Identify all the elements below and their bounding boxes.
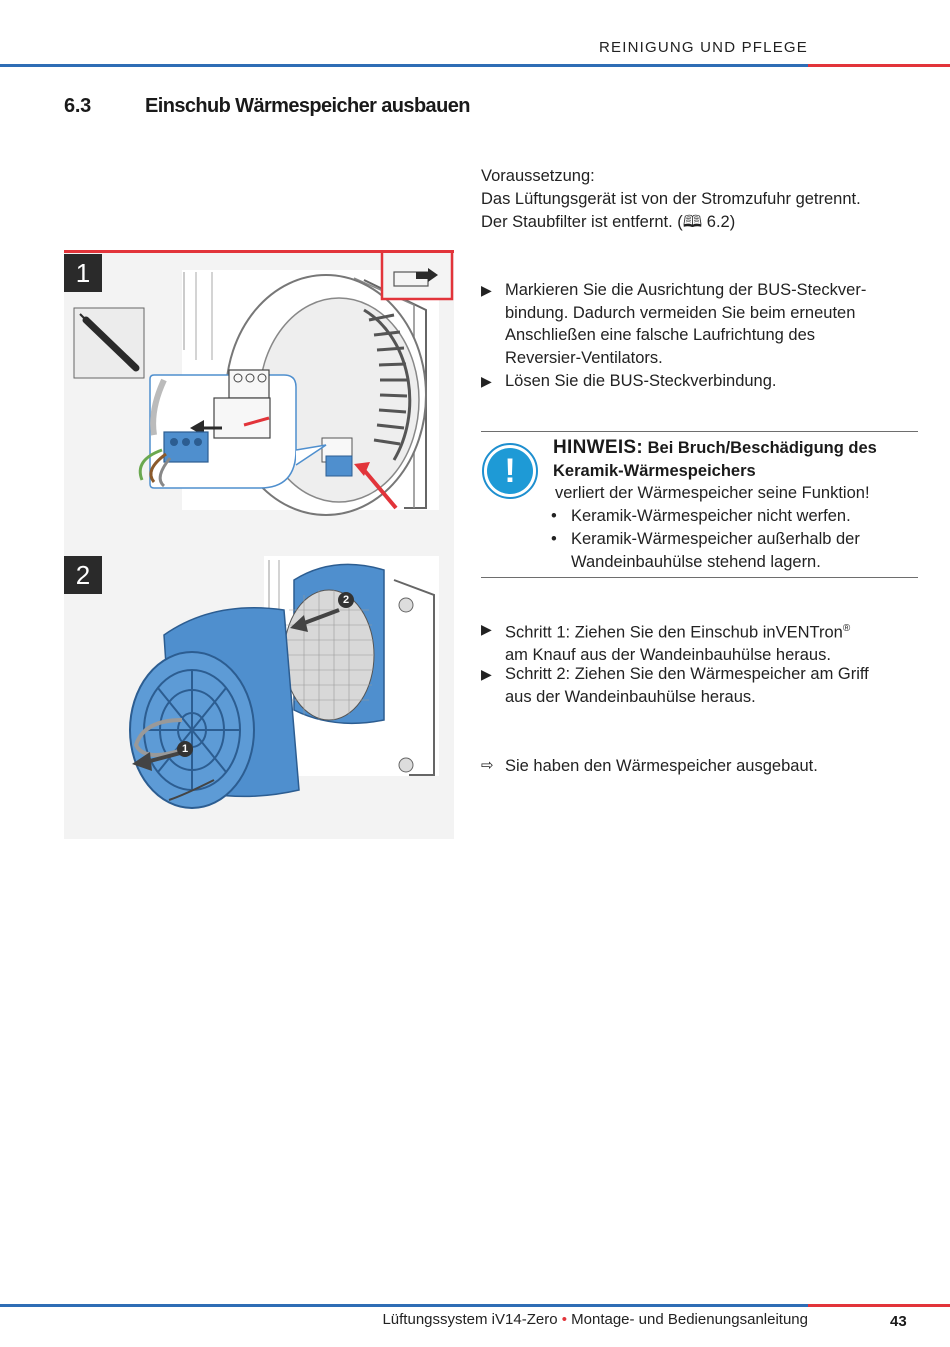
instruction-line <box>505 618 921 644</box>
figure-step-badge: 2 <box>64 556 102 594</box>
instruction-text: Lösen Sie die BUS-Steckverbindung. <box>505 372 777 390</box>
footer-rule-red <box>808 1304 950 1307</box>
notice-bullet-line: Wandeinbauhülse stehend lagern. <box>571 552 821 571</box>
instruction-text <box>505 663 921 708</box>
illustration-top-accent <box>64 250 454 253</box>
notice-top-rule <box>481 431 918 432</box>
prerequisite-text: Der Staubfilter ist entfernt. (🕮 6.2) <box>481 213 736 231</box>
header-rule-blue <box>0 64 808 67</box>
instruction-item <box>481 663 921 708</box>
notice-bullet <box>551 505 911 528</box>
instruction-line-text: Schritt 1: Ziehen Sie den Einschub inVENTron <box>505 623 843 642</box>
header-rule-red <box>808 64 950 67</box>
instruction-line: aus der Wandeinbauhülse heraus. <box>505 687 756 706</box>
instruction-line: Schritt 2: Ziehen Sie den Wärmespeicher am Griff <box>505 665 869 683</box>
instruction-line: am Knauf aus der Wandeinbauhülse heraus. <box>505 646 831 664</box>
notice-heading-text: Keramik-Wärmespeichers <box>553 462 756 480</box>
instruction-line: Markieren Sie die Ausrichtung der BUS-Steckver- <box>505 281 867 299</box>
triangle-arrow-icon: ▶ <box>481 666 492 682</box>
registered-mark: ® <box>842 623 851 634</box>
footer-text <box>382 1311 808 1328</box>
notice-bullet <box>551 528 911 573</box>
notice-heading-text: Bei Bruch/Beschädigung des <box>647 439 877 457</box>
footer-product: Lüftungssystem iV14-Zero <box>382 1311 558 1328</box>
notice-bullet-text <box>571 528 860 573</box>
bullet-dot: • <box>551 507 557 525</box>
prerequisite-line <box>481 211 735 234</box>
prerequisite-line: Das Lüftungsgerät ist von der Stromzufuhr getrennt. <box>481 190 861 208</box>
triangle-arrow-icon: ▶ <box>481 282 492 298</box>
footer-doc: Montage- und Bedienungsanleitung <box>571 1311 808 1328</box>
notice-keyword: HINWEIS: <box>553 437 644 458</box>
instruction-line: Anschließen eine falsche Laufrichtung des <box>505 326 816 344</box>
notice-bullet-text: Keramik-Wärmespeicher nicht werfen. <box>571 507 851 525</box>
triangle-arrow-icon: ▶ <box>481 621 492 637</box>
info-exclamation-icon: ! <box>482 443 538 499</box>
running-header: REINIGUNG UND PFLEGE <box>598 39 808 56</box>
footer-rule-blue <box>0 1304 808 1307</box>
result-item <box>481 755 921 778</box>
triangle-arrow-icon: ▶ <box>481 373 492 389</box>
instruction-text <box>505 618 921 667</box>
footer-separator: • <box>561 1311 567 1328</box>
instruction-line: Reversier-Ventilators. <box>505 348 663 367</box>
section-number: 6.3 <box>64 95 91 117</box>
illustration <box>64 250 454 839</box>
instruction-item <box>481 279 921 369</box>
instruction-text <box>505 279 921 369</box>
instruction-line: bindung. Dadurch vermeiden Sie beim erneuten <box>505 303 856 322</box>
hollow-arrow-icon: ⇨ <box>481 757 494 774</box>
bullet-dot: • <box>551 530 557 548</box>
page-number: 43 <box>890 1313 907 1330</box>
notice-bottom-rule <box>481 577 918 578</box>
callout-number-1: 1 <box>177 741 193 757</box>
result-text: Sie haben den Wärmespeicher ausgebaut. <box>505 757 818 775</box>
prerequisite-label: Voraussetzung: <box>481 167 595 185</box>
figure-step-badge: 1 <box>64 254 102 292</box>
instruction-item <box>481 618 921 667</box>
notice-lead: verliert der Wärmespeicher seine Funktion! <box>555 484 870 502</box>
illustration-panel <box>64 250 454 839</box>
notice-bullet-line: Keramik-Wärmespeicher außerhalb der <box>571 530 860 548</box>
notice-heading <box>553 436 923 483</box>
callout-number-2: 2 <box>338 592 354 608</box>
section-title: Einschub Wärmespeicher ausbauen <box>145 95 470 117</box>
instruction-item <box>481 370 921 393</box>
